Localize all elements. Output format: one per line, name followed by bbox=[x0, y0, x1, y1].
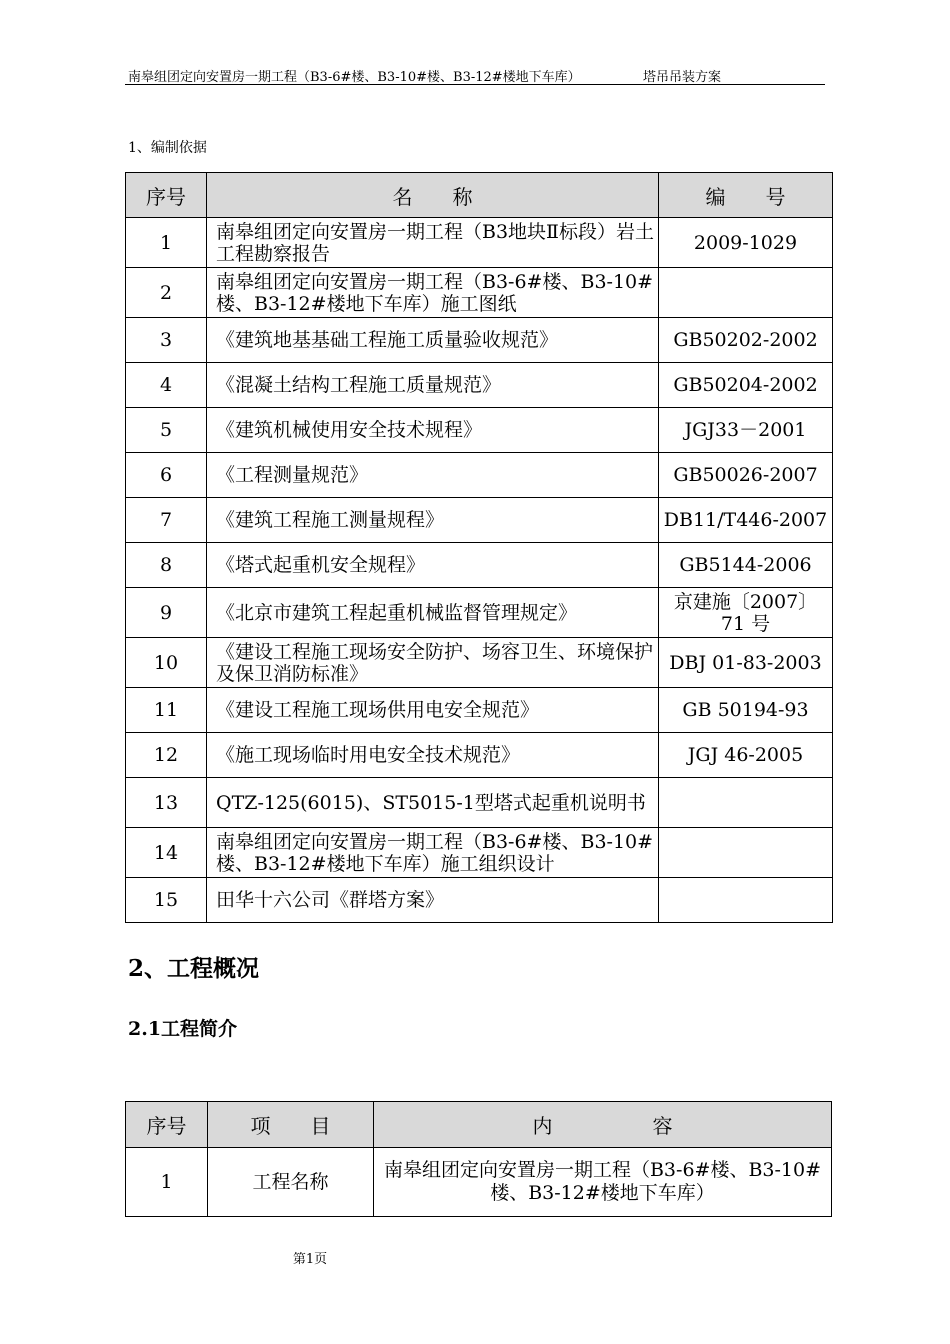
table-row bbox=[126, 733, 833, 778]
header-doc-title: 塔吊吊装方案 bbox=[643, 70, 722, 85]
row-no: 5 bbox=[126, 408, 207, 453]
row-no: 9 bbox=[126, 588, 207, 638]
table-row bbox=[126, 453, 833, 498]
row-name: 《北京市建筑工程起重机械监督管理规定》 bbox=[207, 588, 659, 638]
header-project-name: 南皋组团定向安置房一期工程（B3-6#楼、B3-10#楼、B3-12#楼地下车库） bbox=[128, 70, 581, 85]
table-row bbox=[126, 878, 833, 923]
table-row bbox=[126, 828, 833, 878]
page-header bbox=[125, 66, 825, 85]
row-code: DBJ 01-83-2003 bbox=[659, 638, 833, 688]
col-header-no: 序号 bbox=[126, 1102, 208, 1148]
row-code: 京建施〔2007〕71 号 bbox=[659, 588, 833, 638]
row-code: GB50026-2007 bbox=[659, 453, 833, 498]
row-name: QTZ-125(6015)、ST5015-1型塔式起重机说明书 bbox=[207, 778, 659, 828]
row-name: 《建筑机械使用安全技术规程》 bbox=[207, 408, 659, 453]
table-row bbox=[126, 543, 833, 588]
row-no: 1 bbox=[126, 218, 207, 268]
row-code: GB 50194-93 bbox=[659, 688, 833, 733]
row-no: 10 bbox=[126, 638, 207, 688]
row-code: GB50204-2002 bbox=[659, 363, 833, 408]
table-row bbox=[126, 318, 833, 363]
table-row bbox=[126, 638, 833, 688]
row-name: 南皋组团定向安置房一期工程（B3地块Ⅱ标段）岩土工程勘察报告 bbox=[207, 218, 659, 268]
row-content: 南皋组团定向安置房一期工程（B3-6#楼、B3-10#楼、B3-12#楼地下车库） bbox=[374, 1148, 832, 1217]
col-header-code: 编 号 bbox=[659, 173, 833, 218]
table-row bbox=[126, 408, 833, 453]
basis-table-header bbox=[126, 173, 833, 218]
row-no: 14 bbox=[126, 828, 207, 878]
table-row bbox=[126, 268, 833, 318]
row-no: 15 bbox=[126, 878, 207, 923]
row-code bbox=[659, 778, 833, 828]
row-no: 12 bbox=[126, 733, 207, 778]
col-header-no: 序号 bbox=[126, 173, 207, 218]
row-no: 8 bbox=[126, 543, 207, 588]
row-name: 《建筑地基基础工程施工质量验收规范》 bbox=[207, 318, 659, 363]
row-no: 1 bbox=[126, 1148, 208, 1217]
section-2-title: 2、工程概况 bbox=[128, 955, 260, 982]
row-no: 2 bbox=[126, 268, 207, 318]
col-header-name: 名 称 bbox=[207, 173, 659, 218]
row-no: 4 bbox=[126, 363, 207, 408]
row-name: 《建设工程施工现场供用电安全规范》 bbox=[207, 688, 659, 733]
table-row bbox=[126, 218, 833, 268]
row-name: 田华十六公司《群塔方案》 bbox=[207, 878, 659, 923]
section-1-title: 1、编制依据 bbox=[128, 140, 207, 156]
row-code bbox=[659, 828, 833, 878]
table-row bbox=[126, 688, 833, 733]
row-code: GB50202-2002 bbox=[659, 318, 833, 363]
row-code bbox=[659, 268, 833, 318]
table-row bbox=[126, 778, 833, 828]
row-code: JGJ 46-2005 bbox=[659, 733, 833, 778]
row-no: 11 bbox=[126, 688, 207, 733]
row-name: 南皋组团定向安置房一期工程（B3-6#楼、B3-10#楼、B3-12#楼地下车库）施工图纸 bbox=[207, 268, 659, 318]
row-name: 《建设工程施工现场安全防护、场容卫生、环境保护及保卫消防标准》 bbox=[207, 638, 659, 688]
overview-table-header bbox=[126, 1102, 832, 1148]
page-number: 第1页 bbox=[292, 1252, 328, 1267]
section-2-1-title: 2.1工程简介 bbox=[128, 1018, 238, 1040]
row-code bbox=[659, 878, 833, 923]
row-no: 3 bbox=[126, 318, 207, 363]
row-name: 《建筑工程施工测量规程》 bbox=[207, 498, 659, 543]
row-code: GB5144-2006 bbox=[659, 543, 833, 588]
row-name: 《混凝土结构工程施工质量规范》 bbox=[207, 363, 659, 408]
col-header-content: 内 容 bbox=[374, 1102, 832, 1148]
row-no: 7 bbox=[126, 498, 207, 543]
row-code: DB11/T446-2007 bbox=[659, 498, 833, 543]
overview-table bbox=[125, 1101, 832, 1217]
table-row bbox=[126, 498, 833, 543]
row-name: 《塔式起重机安全规程》 bbox=[207, 543, 659, 588]
row-name: 《工程测量规范》 bbox=[207, 453, 659, 498]
row-name: 南皋组团定向安置房一期工程（B3-6#楼、B3-10#楼、B3-12#楼地下车库）施工组织设计 bbox=[207, 828, 659, 878]
table-row bbox=[126, 363, 833, 408]
row-code: 2009-1029 bbox=[659, 218, 833, 268]
col-header-item: 项 目 bbox=[208, 1102, 374, 1148]
basis-table bbox=[125, 172, 833, 923]
table-row bbox=[126, 1148, 832, 1217]
table-row bbox=[126, 588, 833, 638]
row-item: 工程名称 bbox=[208, 1148, 374, 1217]
row-no: 13 bbox=[126, 778, 207, 828]
row-code: JGJ33－2001 bbox=[659, 408, 833, 453]
row-no: 6 bbox=[126, 453, 207, 498]
row-name: 《施工现场临时用电安全技术规范》 bbox=[207, 733, 659, 778]
